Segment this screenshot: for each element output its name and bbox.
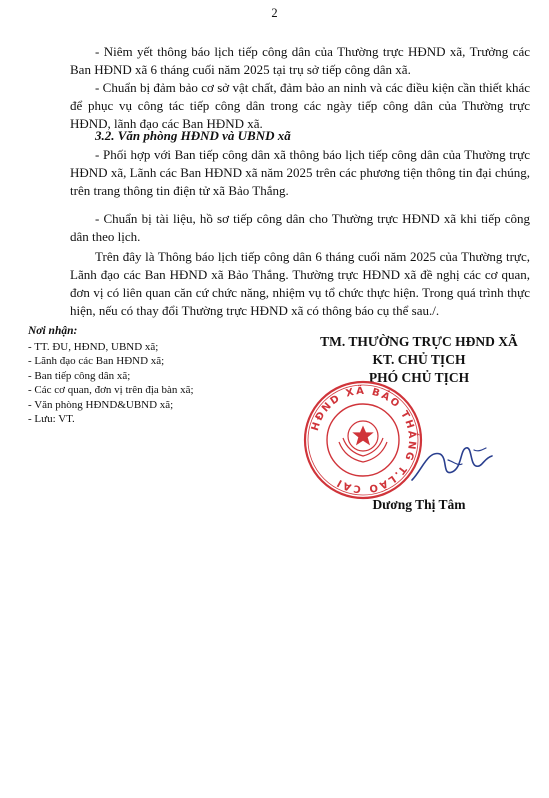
seal-text: HĐND XÃ BẢO THẮNG T.LÀO CAI (309, 385, 418, 495)
paragraph-notice-posting: - Niêm yết thông báo lịch tiếp công dân của Thường trực HĐND xã, Trưởng các Ban HĐND xã 6 tháng cuối năm 2025 tại trụ sở tiếp công dân xã. (70, 44, 530, 77)
paragraph-conclusion: Trên đây là Thông báo lịch tiếp công dân 6 tháng cuối năm 2025 của Thường trực, Lãnh đạo các Ban HĐND xã Bảo Thắng. Thường trực HĐND xã đề nghị các cơ quan, đơn vị có liên quan căn cứ chức năng, nhiệm vụ tổ chức thực hiện. Trong quá trình thực hiện, nếu có thay đổi Thường trực HĐND xã có thông báo cụ thể sau./. (70, 249, 530, 318)
signature-title-line2: KT. CHỦ TỊCH (372, 352, 466, 367)
paragraph-documents: - Chuẩn bị tài liệu, hồ sơ tiếp công dân cho Thường trực HĐND xã khi tiếp công dân theo lịch. (70, 211, 530, 244)
handwritten-signature-icon (392, 420, 502, 500)
signature-title-line1: TM. THƯỜNG TRỰC HĐND XÃ (320, 334, 518, 349)
recipient-item: - Lãnh đạo các Ban HĐND xã; (28, 355, 165, 367)
recipient-item: - Ban tiếp công dân xã; (28, 369, 131, 382)
paragraph-facilities: - Chuẩn bị đảm bảo cơ sở vật chất, đảm bảo an ninh và các điều kiện cần thiết khác để phục vụ công tác tiếp công dân trong các ngày tiếp công dân của Thường trực HĐND, lãnh đạo các Ban HĐND xã. (70, 80, 530, 131)
signature-title-line3: PHÓ CHỦ TỊCH (368, 370, 470, 385)
paragraph-coordination: - Phối hợp với Ban tiếp công dân xã thông báo lịch tiếp công dân của Thường trực HĐND xã, Lãnh các Ban HĐND xã năm 2025 trên các phương tiện thông tin đại chúng, trên trang thông tin điện tử xã Bảo Thắng. (70, 147, 530, 198)
recipient-item: - TT. ĐU, HĐND, UBND xã; (28, 340, 159, 353)
page-number: 2 (271, 6, 278, 20)
signer-name: Dương Thị Tâm (372, 497, 466, 512)
recipients-title: Nơi nhận: (28, 325, 78, 337)
section-heading: 3.2. Văn phòng HĐND và UBND xã (95, 128, 291, 143)
recipient-item: - Văn phòng HĐND&UBND xã; (28, 398, 174, 411)
recipient-item: - Lưu: VT. (28, 413, 75, 425)
recipient-item: - Các cơ quan, đơn vị trên địa bàn xã; (28, 384, 194, 396)
recipients-list (28, 324, 268, 427)
